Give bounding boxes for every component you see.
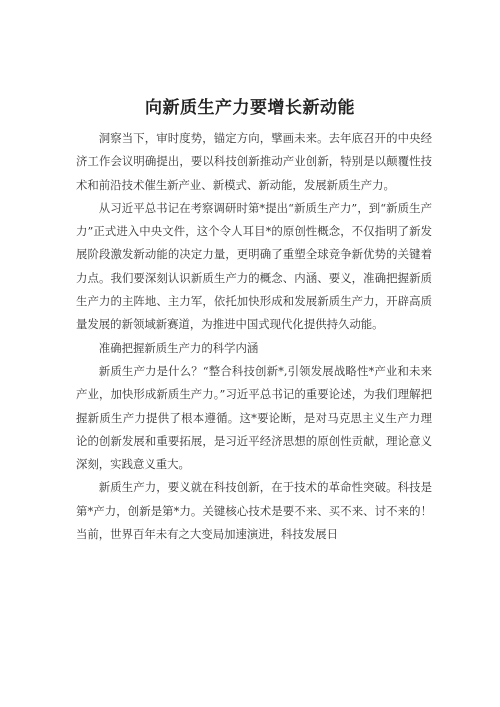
- paragraph: 新质生产力，要义就在科技创新，在于技术的革命性突破。科技是第*产力，创新是第*力。关键核心技术是要不来、买不来、讨不来的！当前，世界百年未有之大变局加速演进，科技发展日: [76, 480, 432, 542]
- paragraph: 从习近平总书记在考察调研时第*提出“新质生产力”，到“新质生产力”正式进入中央文件，这个令人耳目*的原创性概念，不仅指明了新发展阶段激发新动能的决定力量，更明确了重塑全球竞争新优势的关键着力点。我们要深刻认识新质生产力的概念、内涵、要义，准确把握新质生产力的主阵地、主力军，依托加快形成和发展新质生产力，开辟高质量发展的新领域新赛道，为推进中国式现代化提供持久动能。: [76, 200, 432, 332]
- document-body: [76, 127, 432, 546]
- paragraph: 新质生产力是什么？“整合科技创新*,引领发展战略性*产业和未来产业，加快形成新质生产力。”习近平总书记的重要论述，为我们理解把握新质生产力提供了根本遵循。这*要论断，是对马克思主义生产力理论的创新发展和重要拓展，是习近平经济思想的原创性贡献，理论意义深刻，实践意义重大。: [76, 363, 432, 472]
- section-heading: 准确把握新质生产力的科学内涵: [98, 340, 259, 355]
- document-title: 向新质生产力要增长新动能: [145, 98, 355, 118]
- paragraph: 洞察当下，审时度势，锚定方向，擘画未来。去年底召开的中央经济工作会议明确提出，要以科技创新推动产业创新，特别是以颠覆性技术和前沿技术催生新产业、新模式、新动能，发展新质生产力。: [76, 131, 432, 192]
